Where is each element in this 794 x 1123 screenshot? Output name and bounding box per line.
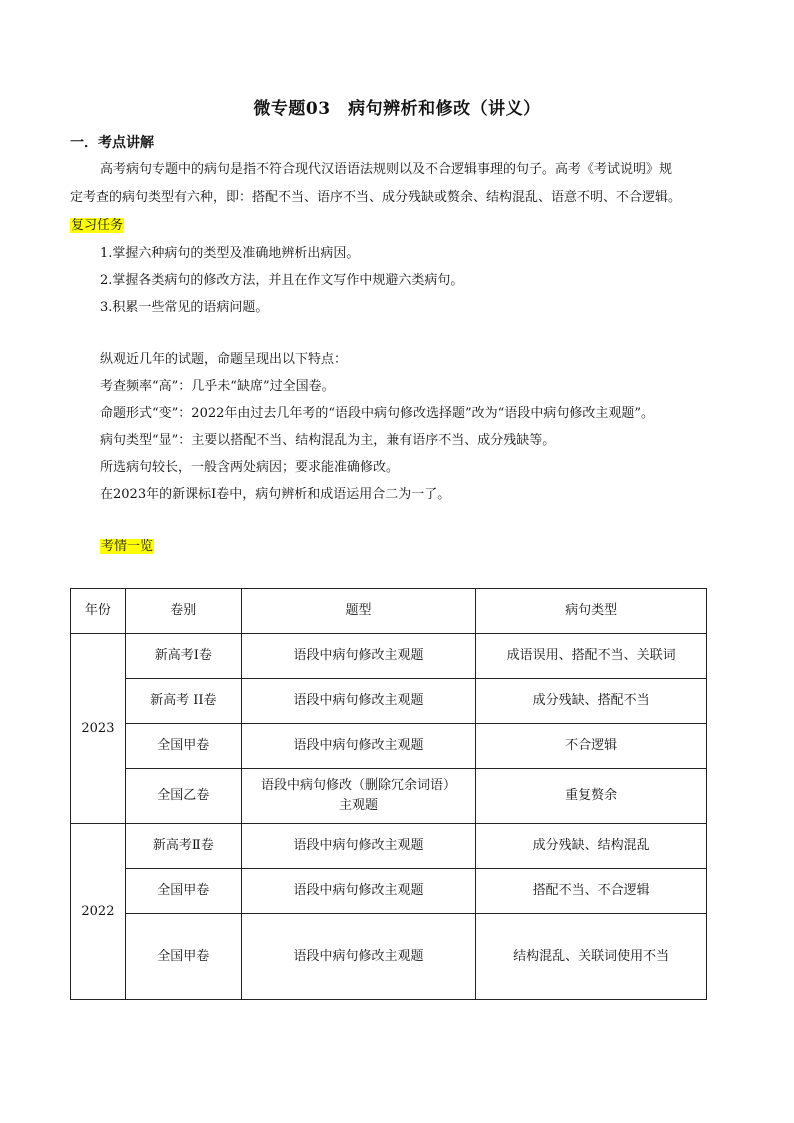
error-type-cell: 成语误用、搭配不当、关联词 bbox=[476, 634, 707, 679]
header-error-type: 病句类型 bbox=[476, 589, 707, 634]
error-type-cell: 结构混乱、关联词使用不当 bbox=[476, 914, 707, 1000]
question-type-cell: 语段中病句修改主观题 bbox=[241, 869, 476, 914]
paper-cell: 新高考I卷 bbox=[125, 634, 241, 679]
review-task-label bbox=[70, 217, 124, 235]
features-intro: 纵观近几年的试题，命题呈现出以下特点： bbox=[100, 352, 348, 367]
error-type-cell: 成分残缺、搭配不当 bbox=[476, 679, 707, 724]
feature-item: 命题形式“变”：2022年由过去几年考的“语段中病句修改选择题”改为“语段中病句修改主观题”。 bbox=[100, 406, 654, 421]
paper-cell: 全国乙卷 bbox=[125, 769, 241, 824]
question-type-cell: 语段中病句修改主观题 bbox=[241, 914, 476, 1000]
table-row bbox=[71, 869, 707, 914]
intro-paragraph-line-2: 定考查的病句类型有六种，即：搭配不当、语序不当、成分残缺或赘余、结构混乱、语意不明、不合逻辑。 bbox=[70, 190, 682, 205]
overview-label bbox=[100, 538, 154, 556]
table-row bbox=[71, 824, 707, 869]
table-row bbox=[71, 769, 707, 824]
year-cell: 2022 bbox=[71, 824, 126, 1000]
question-type-cell bbox=[241, 769, 476, 824]
question-type-line: 主观题 bbox=[339, 798, 379, 813]
error-type-cell: 重复赘余 bbox=[476, 769, 707, 824]
feature-item: 考查频率“高”：几乎未“缺席”过全国卷。 bbox=[100, 379, 335, 394]
question-type-cell: 语段中病句修改主观题 bbox=[241, 634, 476, 679]
task-item: 1.掌握六种病句的类型及准确地辨析出病因。 bbox=[100, 246, 360, 261]
header-question-type: 题型 bbox=[241, 589, 476, 634]
question-type-cell: 语段中病句修改主观题 bbox=[241, 724, 476, 769]
header-year: 年份 bbox=[71, 589, 126, 634]
table-header-row bbox=[71, 589, 707, 634]
table-row bbox=[71, 724, 707, 769]
error-type-cell: 搭配不当、不合逻辑 bbox=[476, 869, 707, 914]
overview-highlight: 考情一览 bbox=[101, 539, 154, 554]
error-type-cell: 成分残缺、结构混乱 bbox=[476, 824, 707, 869]
task-item: 3.积累一些常见的语病问题。 bbox=[100, 300, 269, 315]
task-item: 2.掌握各类病句的修改方法，并且在作文写作中规避六类病句。 bbox=[100, 273, 464, 288]
review-task-highlight: 复习任务 bbox=[71, 218, 124, 233]
paper-cell: 新高考Ⅱ卷 bbox=[125, 824, 241, 869]
question-type-cell: 语段中病句修改主观题 bbox=[241, 679, 476, 724]
intro-paragraph-line-1: 高考病句专题中的病句是指不符合现代汉语语法规则以及不合逻辑事理的句子。高考《考试说明》规 bbox=[100, 162, 673, 177]
question-type-line: 语段中病句修改（删除冗余词语） bbox=[261, 778, 457, 793]
section-heading: 一．考点讲解 bbox=[70, 135, 154, 151]
paper-cell: 全国甲卷 bbox=[125, 724, 241, 769]
table-row bbox=[71, 679, 707, 724]
feature-item: 在2023年的新课标I卷中，病句辨析和成语运用合二为一了。 bbox=[100, 487, 451, 502]
year-cell: 2023 bbox=[71, 634, 126, 824]
table-row bbox=[71, 914, 707, 1000]
error-type-cell: 不合逻辑 bbox=[476, 724, 707, 769]
header-paper: 卷别 bbox=[125, 589, 241, 634]
paper-cell: 新高考 II卷 bbox=[125, 679, 241, 724]
feature-item: 所选病句较长，一般含两处病因；要求能准确修改。 bbox=[100, 460, 400, 475]
table-row bbox=[71, 634, 707, 679]
paper-cell: 全国甲卷 bbox=[125, 869, 241, 914]
exam-overview-table bbox=[70, 588, 707, 1000]
question-type-cell: 语段中病句修改主观题 bbox=[241, 824, 476, 869]
document-title: 微专题03 病句辨析和修改（讲义） bbox=[253, 99, 541, 119]
feature-item: 病句类型“显”：主要以搭配不当、结构混乱为主，兼有语序不当、成分残缺等。 bbox=[100, 433, 556, 448]
paper-cell: 全国甲卷 bbox=[125, 914, 241, 1000]
